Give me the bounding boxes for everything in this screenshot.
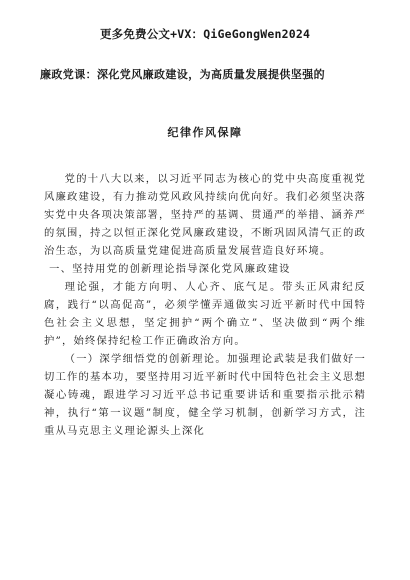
promo-header: 更多免费公文+VX：QiGeGongWen2024	[99, 27, 311, 41]
paragraph-subsection-1: （一）深学细悟党的创新理论。加强理论武装是我们做好一切工作的基本功，要坚持用习近平新时代中国特色社会主义思想凝心铸魂，跟进学习习近平总书记重要讲话和重要指示批示精神，执行“第一议题”制度，健全学习机制，创新学习方式，注重从马克思主义理论源头上深化	[44, 353, 366, 437]
document-body	[44, 170, 366, 440]
paragraph-section-1: 理论强，才能方向明、人心齐、底气足。带头正风肃纪反腐，践行“以高促高”，必须学懂弄通做实习近平新时代中国特色社会主义思想，坚定拥护“两个确立”、坚决做到“两个维护”，始终保持纪检工作正确政治方向。	[44, 281, 366, 347]
document-title-line2: 纪律作风保障	[167, 126, 243, 139]
section-heading-1: 一、坚持用党的创新理论指导深化党风廉政建设	[49, 263, 291, 275]
paragraph-intro: 党的十八大以来，以习近平同志为核心的党中央高度重视党风廉政建设，有力推动党风政风持续向优向好。我们必须坚决落实党中央各项决策部署，坚持严的基调、贯通严的举措、涵养严的氛围，持之以恒正深化党风廉政建设，不断巩固风清气正的政治生态，为以高质量党建促进高质量发展营造良好环境。	[44, 173, 366, 257]
document-title-line1: 廉政党课：深化党风廉政建设，为高质量发展提供坚强的	[40, 68, 325, 81]
